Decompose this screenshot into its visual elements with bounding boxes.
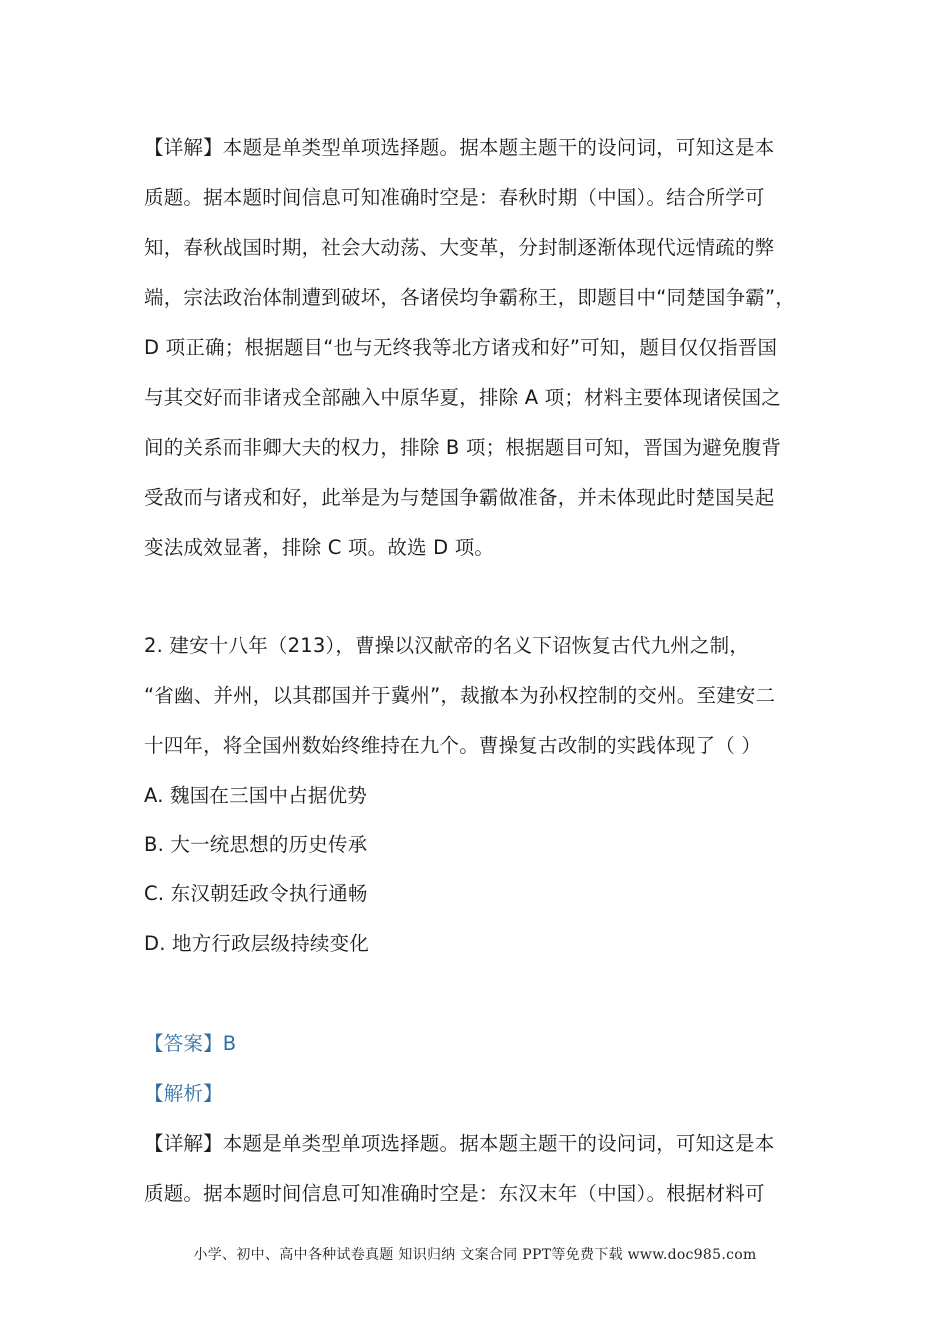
explanation-1-line: 端，宗法政治体制遭到破坏，各诸侯均争霸称王，即题目中“同楚国争霸”， xyxy=(144,286,796,309)
explanation-1-line: 与其交好而非诸戎全部融入中原华夏，排除 A 项；材料主要体现诸侯国之 xyxy=(144,386,782,409)
option-a: A. 魏国在三国中占据优势 xyxy=(144,784,367,807)
explanation-2-line: 质题。据本题时间信息可知准确时空是：东汉末年（中国）。根据材料可 xyxy=(144,1182,765,1205)
explanation-1-line: 间的关系而非卿大夫的权力，排除 B 项；根据题目可知，晋国为避免腹背 xyxy=(144,436,782,459)
explanation-1-line: 【详解】本题是单类型单项选择题。据本题主题干的设问词，可知这是本 xyxy=(144,136,775,159)
option-d: D. 地方行政层级持续变化 xyxy=(144,932,370,955)
question-stem-line: “省幽、并州，以其郡国并于冀州”，裁撤本为孙权控制的交州。至建安二 xyxy=(144,684,776,707)
explanation-1-line: 知，春秋战国时期，社会大动荡、大变革，分封制逐渐体现代远情疏的弊 xyxy=(144,236,775,259)
question-stem-line: 十四年，将全国州数始终维持在九个。曹操复古改制的实践体现了（ ） xyxy=(144,734,762,757)
explanation-1-line: 质题。据本题时间信息可知准确时空是：春秋时期（中国）。结合所学可 xyxy=(144,186,765,209)
explanation-1-line: D 项正确；根据题目“也与无终我等北方诸戎和好”可知，题目仅仅指晋国 xyxy=(144,336,778,359)
question-stem-line: 2. 建安十八年（213），曹操以汉献帝的名义下诏恢复古代九州之制， xyxy=(144,634,750,657)
option-c: C. 东汉朝廷政令执行通畅 xyxy=(144,882,368,905)
option-b: B. 大一统思想的历史传承 xyxy=(144,833,368,856)
page-footer: 小学、初中、高中各种试卷真题 知识归纳 文案合同 PPT等免费下载 www.doc985.com xyxy=(193,1247,757,1263)
explanation-1-line: 受敌而与诸戎和好，此举是为与楚国争霸做准备，并未体现此时楚国吴起 xyxy=(144,486,775,509)
explanation-1-line: 变法成效显著，排除 C 项。故选 D 项。 xyxy=(144,536,495,559)
answer-label: 【答案】B xyxy=(144,1032,237,1055)
analysis-label: 【解析】 xyxy=(144,1082,223,1105)
explanation-2-line: 【详解】本题是单类型单项选择题。据本题主题干的设问词，可知这是本 xyxy=(144,1132,775,1155)
